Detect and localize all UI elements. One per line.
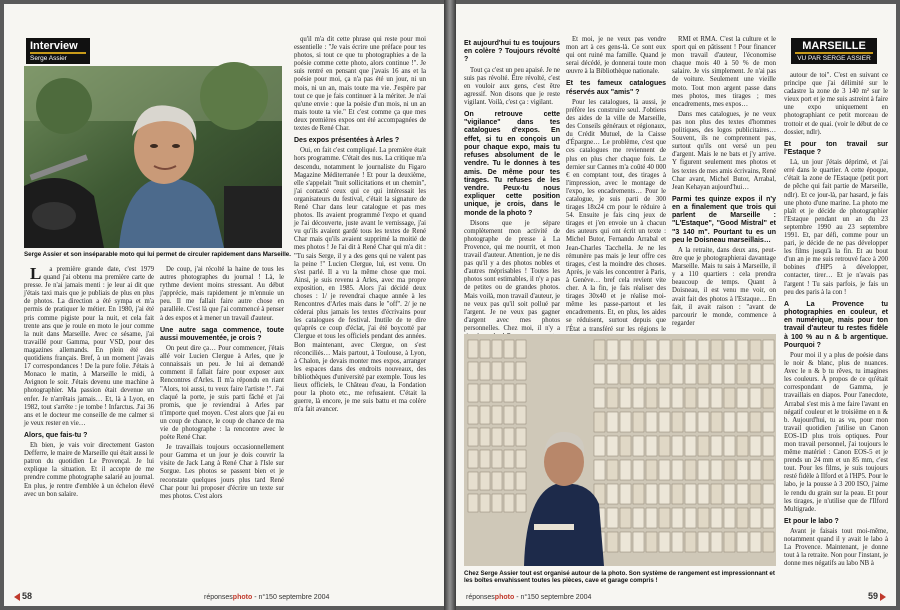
archive-box xyxy=(492,340,502,358)
body-paragraph: A la retraite, dans deux ans, peut-être que je photographierai davantage Marseille. Mais tu sais à Marseille, il y a 110 quartiers : cela prendra beaucoup de temps. Quant à Doisneau, il est venu me voir, on avait fait des photos à l'Estaque… En fait, il avait raison : "avant de parcourir le monde, commence à regarder xyxy=(672,247,776,327)
archive-box xyxy=(594,436,605,456)
left-column-3 xyxy=(294,36,426,586)
archive-box xyxy=(633,460,644,480)
archive-box xyxy=(659,364,670,384)
archive-box xyxy=(750,364,761,384)
archive-box xyxy=(633,340,644,360)
archive-box xyxy=(504,494,514,512)
archive-box xyxy=(480,494,490,512)
archive-box xyxy=(492,406,502,424)
archive-photo-caption: Chez Serge Assier tout est organisé autour de la photo. Son système de rangement est impressionnant et les boîtes envahissent toutes les pièces, cave et garage compris ! xyxy=(464,570,775,585)
archive-box xyxy=(685,364,696,384)
right-column-1 xyxy=(464,36,560,336)
archive-box xyxy=(480,340,490,358)
magazine-prefix: réponses xyxy=(466,594,495,601)
archive-box xyxy=(620,460,631,480)
archive-box xyxy=(672,340,683,360)
issue-info: - n°150 septembre 2004 xyxy=(254,594,330,601)
question-heading: A La Provence tu photographies en couleur, et en numérique, mais pour ton travail d'auteur tu restes fidèle à 100 % au n & b argentique. Pourquoi ? xyxy=(784,300,888,349)
left-page xyxy=(4,4,444,606)
archive-box xyxy=(468,340,478,358)
archive-box xyxy=(468,450,478,468)
archive-box xyxy=(750,436,761,456)
badge-title: Interview xyxy=(30,40,86,54)
archive-box xyxy=(724,364,735,384)
archive-box xyxy=(607,340,618,360)
archive-box xyxy=(737,364,748,384)
archive-box xyxy=(763,436,774,456)
marseille-badge xyxy=(791,38,877,64)
archive-box xyxy=(646,508,657,528)
archive-box xyxy=(620,484,631,504)
archive-box xyxy=(724,412,735,432)
body-paragraph: Et moi, je ne veux pas vendre mon art à ces gens-là. Ce sont eux qui ont ruiné ma famille. Quand je serai décédé, je donnerai toute mon œuvre à la Bibliothèque nationale. xyxy=(566,36,666,76)
archive-box xyxy=(633,436,644,456)
archive-box xyxy=(620,388,631,408)
archive-box xyxy=(698,436,709,456)
archive-box xyxy=(504,472,514,490)
archive-box xyxy=(698,412,709,432)
body-paragraph: De coup, j'ai récolté la haine de tous les autres photographes du journal ! Là, le rythme devient moins stressant. Au début j'apprécie, mais rapidement je m'ennuie un peu. Il me fallait faire autre chose en parallèle. C'est là que j'ai commencé à penser à des expos et à mener un travail d'auteur. xyxy=(160,266,284,322)
archive-box xyxy=(480,406,490,424)
archive-box xyxy=(468,494,478,512)
archive-box xyxy=(685,340,696,360)
archive-box xyxy=(480,450,490,468)
archive-box xyxy=(492,472,502,490)
archive-box xyxy=(750,388,761,408)
body-paragraph: qu'il m'a dit cette phrase qui reste pour moi essentielle : "Je vais écrire une préface pour tes photos, si tout ce que tu photographies a de la poésie comme cette photo, alors continue !". Je suis rentré en pensant que j'avais 16 ans et la poésie pour moi, ça n'a pas été un jour, ni un mois, ni un an, mais toute ma vie. J'espère par tout ce que je fais continuer à la mériter. Je n'ai qu'une envie : que la poésie d'un mois, ni un an mais toute ta vie." Et c'est comme ça que mes deux premières expos ont été accompagnées de textes de René Char. xyxy=(294,36,426,133)
magazine-prefix: réponses xyxy=(204,594,233,601)
body-paragraph: Eh bien, je vais voir directement Gaston Defferre, le maire de Marseille qui était aussi le patron du quotidien Le Provençal. Je lui explique la situation. Et il accepte de me prendre comme photographe salarié au journal. En plus, je rentre d'emblée à un échelon élevé avec un bon salaire. xyxy=(24,442,154,498)
archive-box xyxy=(763,364,774,384)
archive-box xyxy=(480,428,490,446)
archive-box xyxy=(750,484,761,504)
left-folio-magazine xyxy=(204,594,329,601)
archive-box xyxy=(685,412,696,432)
archive-box xyxy=(516,428,526,446)
question-heading: Parmi tes quinze expos il n'y en a finalement que trois qui parlent de Marseille : "L'Estaque", "Good Mistral" et "3 140 m". Pourtant tu es un peu le Doisneau marseillais… xyxy=(672,195,776,244)
right-page xyxy=(456,4,896,606)
archive-box xyxy=(659,508,670,528)
question-heading: Et pour ton travail sur l'Estaque ? xyxy=(784,140,888,156)
archive-box xyxy=(685,508,696,528)
archive-box xyxy=(672,460,683,480)
archive-box xyxy=(685,436,696,456)
archive-box xyxy=(607,412,618,432)
archive-box xyxy=(468,472,478,490)
archive-box xyxy=(763,532,774,552)
archive-box xyxy=(711,436,722,456)
archive-box xyxy=(468,362,478,380)
right-column-2 xyxy=(566,36,666,336)
archive-box xyxy=(763,484,774,504)
body-paragraph: Je travaillais toujours occasionnellement pour Gamma et un jour je dois couvrir la visite de Jack Lang à René Char à l'Isle sur Sorgue. Les photos se passent bien et je reconstate quelques jours plus tard René Char pour lui proposer d'écrire un texte sur mes photos. C'est alors xyxy=(160,444,284,500)
archive-box xyxy=(607,436,618,456)
portrait-photo-caption: Serge Assier et son inséparable moto qui lui permet de circuler rapidement dans Marseille. xyxy=(24,251,291,258)
body-paragraph: Tout ça c'est un peu apaisé. Je ne suis pas révolté. Être révolté, c'est en vouloir aux gens, c'est être agressif. Non disons que je reste vigilant. Voilà, c'est ça : vigilant. xyxy=(464,66,560,106)
archive-box xyxy=(646,484,657,504)
archive-box xyxy=(711,484,722,504)
archive-box xyxy=(607,460,618,480)
archive-box xyxy=(763,460,774,480)
archive-box xyxy=(516,472,526,490)
archive-box xyxy=(594,340,605,360)
magazine-name: photo xyxy=(494,594,515,601)
archive-box xyxy=(698,460,709,480)
archive-box xyxy=(685,460,696,480)
left-folio xyxy=(14,591,32,601)
archive-box xyxy=(468,384,478,402)
archive-box xyxy=(594,388,605,408)
archive-box xyxy=(516,340,526,358)
archive-box xyxy=(659,484,670,504)
archive-box xyxy=(504,340,514,358)
archive-box xyxy=(698,532,709,552)
question-heading: Une autre saga commence, toute aussi mouvementée, je crois ? xyxy=(160,326,284,342)
archive-box xyxy=(504,384,514,402)
archive-box xyxy=(504,428,514,446)
right-folio xyxy=(868,591,886,601)
archive-box xyxy=(607,364,618,384)
archive-box xyxy=(672,388,683,408)
archive-box xyxy=(672,364,683,384)
archive-box xyxy=(492,384,502,402)
question-heading: Alors, que fais-tu ? xyxy=(24,431,88,439)
portrait-photo-illustration xyxy=(24,66,282,248)
archive-box xyxy=(672,436,683,456)
page-number: 58 xyxy=(21,590,32,601)
right-column-4 xyxy=(784,72,888,590)
arrow-right-icon xyxy=(880,593,886,601)
archive-box xyxy=(737,484,748,504)
archive-box xyxy=(620,364,631,384)
archive-box xyxy=(492,428,502,446)
badge-subtitle: VU PAR SERGE ASSIER xyxy=(797,55,871,62)
archive-box xyxy=(516,384,526,402)
body-paragraph: Oui, en fait c'est compliqué. La première était hors programme. C'était des nus. La critique m'a descendu, notamment le journaliste du Figaro Magazine Méditerranée ! Et pour la deuxième, elle s'appelait "huit sollicitations et un chemin", j'ai contacté ceux qui ce qui intéressait les organisateurs du festival, c'était la signature de René Char dans leur catalogue et pas mes photos. Ils avaient programmé l'expo et quand je l'ai découverte, juste avant le vernissage, j'ai vu qu'ils avaient gardé tous les textes de René Char mais qu'ils avaient supprimé la moitié de mes photos ! Je l'ai dit à René Char qui m'a dit : "Tu sais Serge, il y a des gens qui ne valent pas la peine !" Lucien Clergue, lui, est venu. On s'est parlé. Il a vu la même chose que moi. Ainsi, je suis revenu à Arles, avec ma propre exposition, en 1985. Alors j'ai décidé deux choses : 1/ je revendrai chaque année à les Rencontres d'Arles mais dans le "off". 2/ je ne céderai plus jamais les textes d'écrivains pour les catalogues de festival. Inutile de te dire qu'après ce coup d'éclat, j'ai été boycotté par Clergue et tous les officiels pendant des années. Bon maintenant, avec Clergue, on s'est réconciliés… Mais partout, à Toulouse, à Lyon, à Chalon, je devais monter mes expos, arranger les espaces dans des endroits nouveaux, des bibliothèques d'université par exemple. Tous les lieux officiels, le Château d'eau, la Fondation pour la photo etc., me refusaient. C'était la guerre, là encore, je me suis battu et ma colère m'a fait avancer. xyxy=(294,147,426,414)
archive-box xyxy=(672,412,683,432)
archive-box xyxy=(763,412,774,432)
archive-box xyxy=(711,460,722,480)
archive-box xyxy=(724,436,735,456)
right-column-3 xyxy=(672,36,776,336)
archive-box xyxy=(672,532,683,552)
archive-box xyxy=(711,532,722,552)
archive-box xyxy=(698,388,709,408)
archive-box xyxy=(516,450,526,468)
body-paragraph: On peut dire ça… Pour commencer, j'étais allé voir Lucien Clergue à Arles, que je connaissais un peu. Je lui ai demandé comment il fallait faire pour exposer aux Rencontres d'Arles. Il m'a répondu en riant "Alors, toi aussi, tu veux faire l'artiste !". J'ai claqué la porte, je suis parti fâché et j'ai promis, que je reviendrai à Arles par n'importe quel moyen. C'est alors que j'ai eu un coup de chance, le coup de chance de ma vie de photographe : la rencontre avec le poète René Char. xyxy=(160,345,284,442)
archive-box xyxy=(724,508,735,528)
archive-box xyxy=(607,508,618,528)
left-column-2 xyxy=(160,266,284,586)
question-heading: Et tes fameux catalogues réservés aux "amis" ? xyxy=(566,80,666,96)
archive-box xyxy=(607,388,618,408)
archive-box xyxy=(633,484,644,504)
archive-box xyxy=(659,532,670,552)
archive-box xyxy=(698,508,709,528)
archive-box xyxy=(672,484,683,504)
archive-box xyxy=(724,460,735,480)
archive-box xyxy=(763,388,774,408)
archive-box xyxy=(659,340,670,360)
archive-box xyxy=(737,388,748,408)
archive-box xyxy=(685,484,696,504)
archive-box xyxy=(646,364,657,384)
archive-box xyxy=(763,340,774,360)
archive-box xyxy=(750,460,761,480)
archive-box xyxy=(633,364,644,384)
body-paragraph: Pour moi il y a plus de poésie dans le noir & blanc, plus de nuances. Avec le n & b tu rêves, tu imagines les couleurs. À propos de ce qu'était correspondant de Gamma, je travaillais en diapos. Pour l'anecdote, Arrabal s'est mis à me faire l'avant en négatif couleur et le troisième en n & b. Aujourd'hui, tu as vu, pour mon travail quotidien j'utilise un Canon EOS-1D plus trois optiques. Pour mon travail personnel, j'ai toujours le même matériel : Canon EOS-5 et je prends un 24 mm et un 85 mm, c'est tout. Pour les films, je suis toujours resté fidèle à Ilford et à l'HP5. Pour le labo, je la pousse à 3 200 ISO, j'aime le rendu du grain sur la peau. Et pour les tirages, je n'utilise que de l'Ilford Multigrade. xyxy=(784,351,888,513)
body-paragraph: Disons que je sépare complètement mon activité de photographe de presse à La Provence, qui me nourrit, et mon travail d'auteur. Attention, je ne dis pas qu'il y a des photos nobles et d'autres méprisables ! Toutes les photos sont estimables, il n'y a pas de petites ou de grandes photos. Mais voilà, mon travail d'auteur, je ne veux pas qu'il soit pollué par l'argent. Je ne veux pas gagner d'argent avec mes photos personnelles. Chez moi, il n'y a xyxy=(464,219,560,332)
left-column-1 xyxy=(24,266,154,586)
archive-box xyxy=(594,460,605,480)
interview-badge xyxy=(26,38,90,64)
archive-box xyxy=(607,532,618,552)
archive-box xyxy=(633,532,644,552)
archive-box xyxy=(737,532,748,552)
archive-box xyxy=(737,412,748,432)
right-folio-magazine xyxy=(466,594,591,601)
archive-box xyxy=(480,362,490,380)
body-paragraph: Pour les catalogues, là aussi, je préfère les construire seul. J'obtiens des aides de la ville de Marseille, des Conseils généraux et régionaux, du Crédit Mutuel, de la Caisse d'Épargne… Le problème, c'est que ces catalogues me reviennent de plus en plus cher chaque fois. Le dernier sur Cannes m'a coûté 40 000 € en comptant tout, des tirages à l'impression, avec le montage de l'expo, les encadrements… Pour le catalogue, je suis parti de 300 tirages 18x24 cm pour le réduire à 54. Ensuite je fais cinq jeux de tirages et j'en envoie un à chacun des auteurs qui ont écrit un texte : Michel Butor, Fernando Arrabal et Jean-Charles Tacchella. Je ne les rémunère pas mais je leur offre ces tirages, c'est la moindre des choses. Après, je vais les concentrer à Paris, à Genève… bref cela revient vite cher. A la fin, je fais réaliser des tirages 30x40 et je réalise moi-même les passe-partout et les encadrements. Et, en plus, les aides se réduisent, surtout depuis que l'État a transféré sur les régions le xyxy=(566,98,666,333)
archive-box xyxy=(633,508,644,528)
archive-box xyxy=(594,412,605,432)
archive-box xyxy=(620,412,631,432)
archive-box xyxy=(492,362,502,380)
archive-box xyxy=(737,460,748,480)
portrait-photo xyxy=(24,66,282,248)
archive-box xyxy=(724,340,735,360)
archive-box xyxy=(607,484,618,504)
archive-box xyxy=(711,340,722,360)
archive-box xyxy=(646,388,657,408)
question-heading: Des expos présentées à Arles ? xyxy=(294,137,400,145)
archive-box xyxy=(492,494,502,512)
archive-box xyxy=(724,484,735,504)
archive-photo-illustration xyxy=(464,334,776,566)
archive-box xyxy=(698,340,709,360)
question-heading: Et aujourd'hui tu es toujours en colère ? Toujours révolté ? xyxy=(464,40,560,64)
badge-title: MARSEILLE xyxy=(795,40,873,54)
body-paragraph: autour de toi". C'est en suivant ce principe que j'ai délimité sur le cadastre la zone de 3 140 m² sur le vieux port et je me suis astreint à faire une expo uniquement en photographiant ce petit morceau de trottoir et de quai. (voir le début de ce dossier, ndlr). xyxy=(784,72,888,136)
body-paragraph: Avant je faisais tout moi-même, notamment quand il y avait le labo à La Provence. Maintenant, je donne tout à la retraite. Non pour l'instant, je donne mes négatifs au labo NB à xyxy=(784,528,888,568)
page-number: 59 xyxy=(868,590,879,601)
archive-box xyxy=(646,532,657,552)
archive-box xyxy=(659,460,670,480)
archive-box xyxy=(504,406,514,424)
archive-box xyxy=(504,450,514,468)
archive-box xyxy=(711,508,722,528)
archive-box xyxy=(646,412,657,432)
archive-box xyxy=(620,436,631,456)
archive-box xyxy=(750,412,761,432)
question-heading: Et pour le labo ? xyxy=(784,517,839,525)
archive-box xyxy=(659,388,670,408)
archive-box xyxy=(750,340,761,360)
archive-box xyxy=(750,508,761,528)
archive-box xyxy=(594,364,605,384)
archive-box xyxy=(646,460,657,480)
body-paragraph: La première grande date, c'est 1979 quand j'ai obtenu ma première carte de presse. Je n'ai jamais menti : je leur ai dit que j'étais taxi mais que je publiais de plus en plus de photos. La direction a été sympa et m'a permis de pratiquer le métier. En 1980, j'ai été pris comme pigiste pour la nuit, et cela fait trente ans que je roule en moto le jour comme la nuit dans Marseille. Avec ce sésame, j'ai travaillé pour Gamma, pour VSD, pour des magazines allemands. En plein été des quotidiens français. Bref, à un moment j'avais 17 correspondances ! De la pure folie. J'étais à Monaco le matin, à Marseille le midi, à Avignon le soir. J'étais devenu une machine à photographier. Ma passion était devenue un enfer. Je n'arrêtais jamais… Et, là à Lyon, en 1982, tout s'arrête : je tombe ! Infarctus. J'ai 36 ans et le docteur me conseille de me calmer si je veux rester en vie… xyxy=(24,264,154,427)
archive-box xyxy=(620,340,631,360)
question-heading: On retrouve cette "vigilance" dans tes catalogues d'expos. En effet, si tu en conçois un pour chaque expo, mais tu refuses absolument de le vendre. Tu le donnes à tes amis. De même pour tes tirages. Tu refuses de les vendre. Peux-tu nous expliquer cette position unique, je crois, dans le monde de la photo ? xyxy=(464,111,560,217)
archive-box xyxy=(711,412,722,432)
book-gutter xyxy=(444,0,456,610)
archive-box xyxy=(620,532,631,552)
arrow-left-icon xyxy=(14,593,20,601)
archive-box xyxy=(685,388,696,408)
archive-box xyxy=(620,508,631,528)
archive-box xyxy=(763,508,774,528)
archive-box xyxy=(685,532,696,552)
archive-box xyxy=(480,384,490,402)
archive-box xyxy=(633,412,644,432)
badge-subtitle: Serge Assier xyxy=(30,55,67,62)
archive-box xyxy=(646,436,657,456)
issue-info: - n°150 septembre 2004 xyxy=(516,594,592,601)
archive-box xyxy=(480,472,490,490)
archive-box xyxy=(516,494,526,512)
archive-box xyxy=(724,532,735,552)
archive-box xyxy=(737,436,748,456)
archive-box xyxy=(698,484,709,504)
archive-box xyxy=(659,436,670,456)
archive-box xyxy=(750,532,761,552)
magazine-name: photo xyxy=(232,594,253,601)
archive-box xyxy=(468,428,478,446)
body-paragraph: Là, un jour j'étais déprimé, et j'ai erré dans le quartier. A cette époque, c'était la zone de l'Estaque (petit port de pêche qui fait partie de Marseille, ndlr). Et ce jour-là, par hasard, je fais une photo d'une marine. La photo me plaît et je décide de photographier l'Estaque pendant un an du 23 septembre 1990 au 23 septembre 1991. Et, par défi, comme pour un pari, je décide de ne pas développer les films jusqu'à la fin. Et au bout d'un an je me suis retrouvé face à 200 bobines d'HP5 à développer, contacter, tirer… Et je n'avais pas l'argent ! Tu sais parfois, je fais un peu des paris à la con ! xyxy=(784,159,888,296)
archive-box xyxy=(737,508,748,528)
archive-box xyxy=(468,406,478,424)
archive-box xyxy=(516,406,526,424)
archive-box xyxy=(711,388,722,408)
body-paragraph: RMI et RMA. C'est la culture et le sport qui en pâtissent ! Pour financer mon travail d'auteur, l'économise chaque mois 40 à 50 % de mon salaire. Je vis simplement. Je n'ai pas de voiture. Seulement une vieille moto. Tout mon argent passe dans mes photos, mes tirages ; mes encadrements, mes expos… xyxy=(672,36,776,108)
body-paragraph: Dans mes catalogues, je ne veux pas non plus des textes d'hommes politiques, des logos publicitaires… Souvent, ils ne comprennent pas, surtout qu'ils ont versé un peu d'argent. Mais le ne bats et j'y arrive. Y figurent seulement mes photos et les textes de mes amis écrivains, René Char avant, Michel Butor, Arrabal, Jean Kehayan aujourd'hui… xyxy=(672,110,776,191)
archive-box xyxy=(659,412,670,432)
archive-box xyxy=(504,362,514,380)
archive-photo xyxy=(464,334,776,566)
archive-box xyxy=(672,508,683,528)
archive-box xyxy=(492,450,502,468)
archive-box xyxy=(633,388,644,408)
archive-box xyxy=(516,362,526,380)
archive-box xyxy=(724,388,735,408)
archive-box xyxy=(711,364,722,384)
archive-box xyxy=(646,340,657,360)
archive-box xyxy=(698,364,709,384)
archive-box xyxy=(737,340,748,360)
